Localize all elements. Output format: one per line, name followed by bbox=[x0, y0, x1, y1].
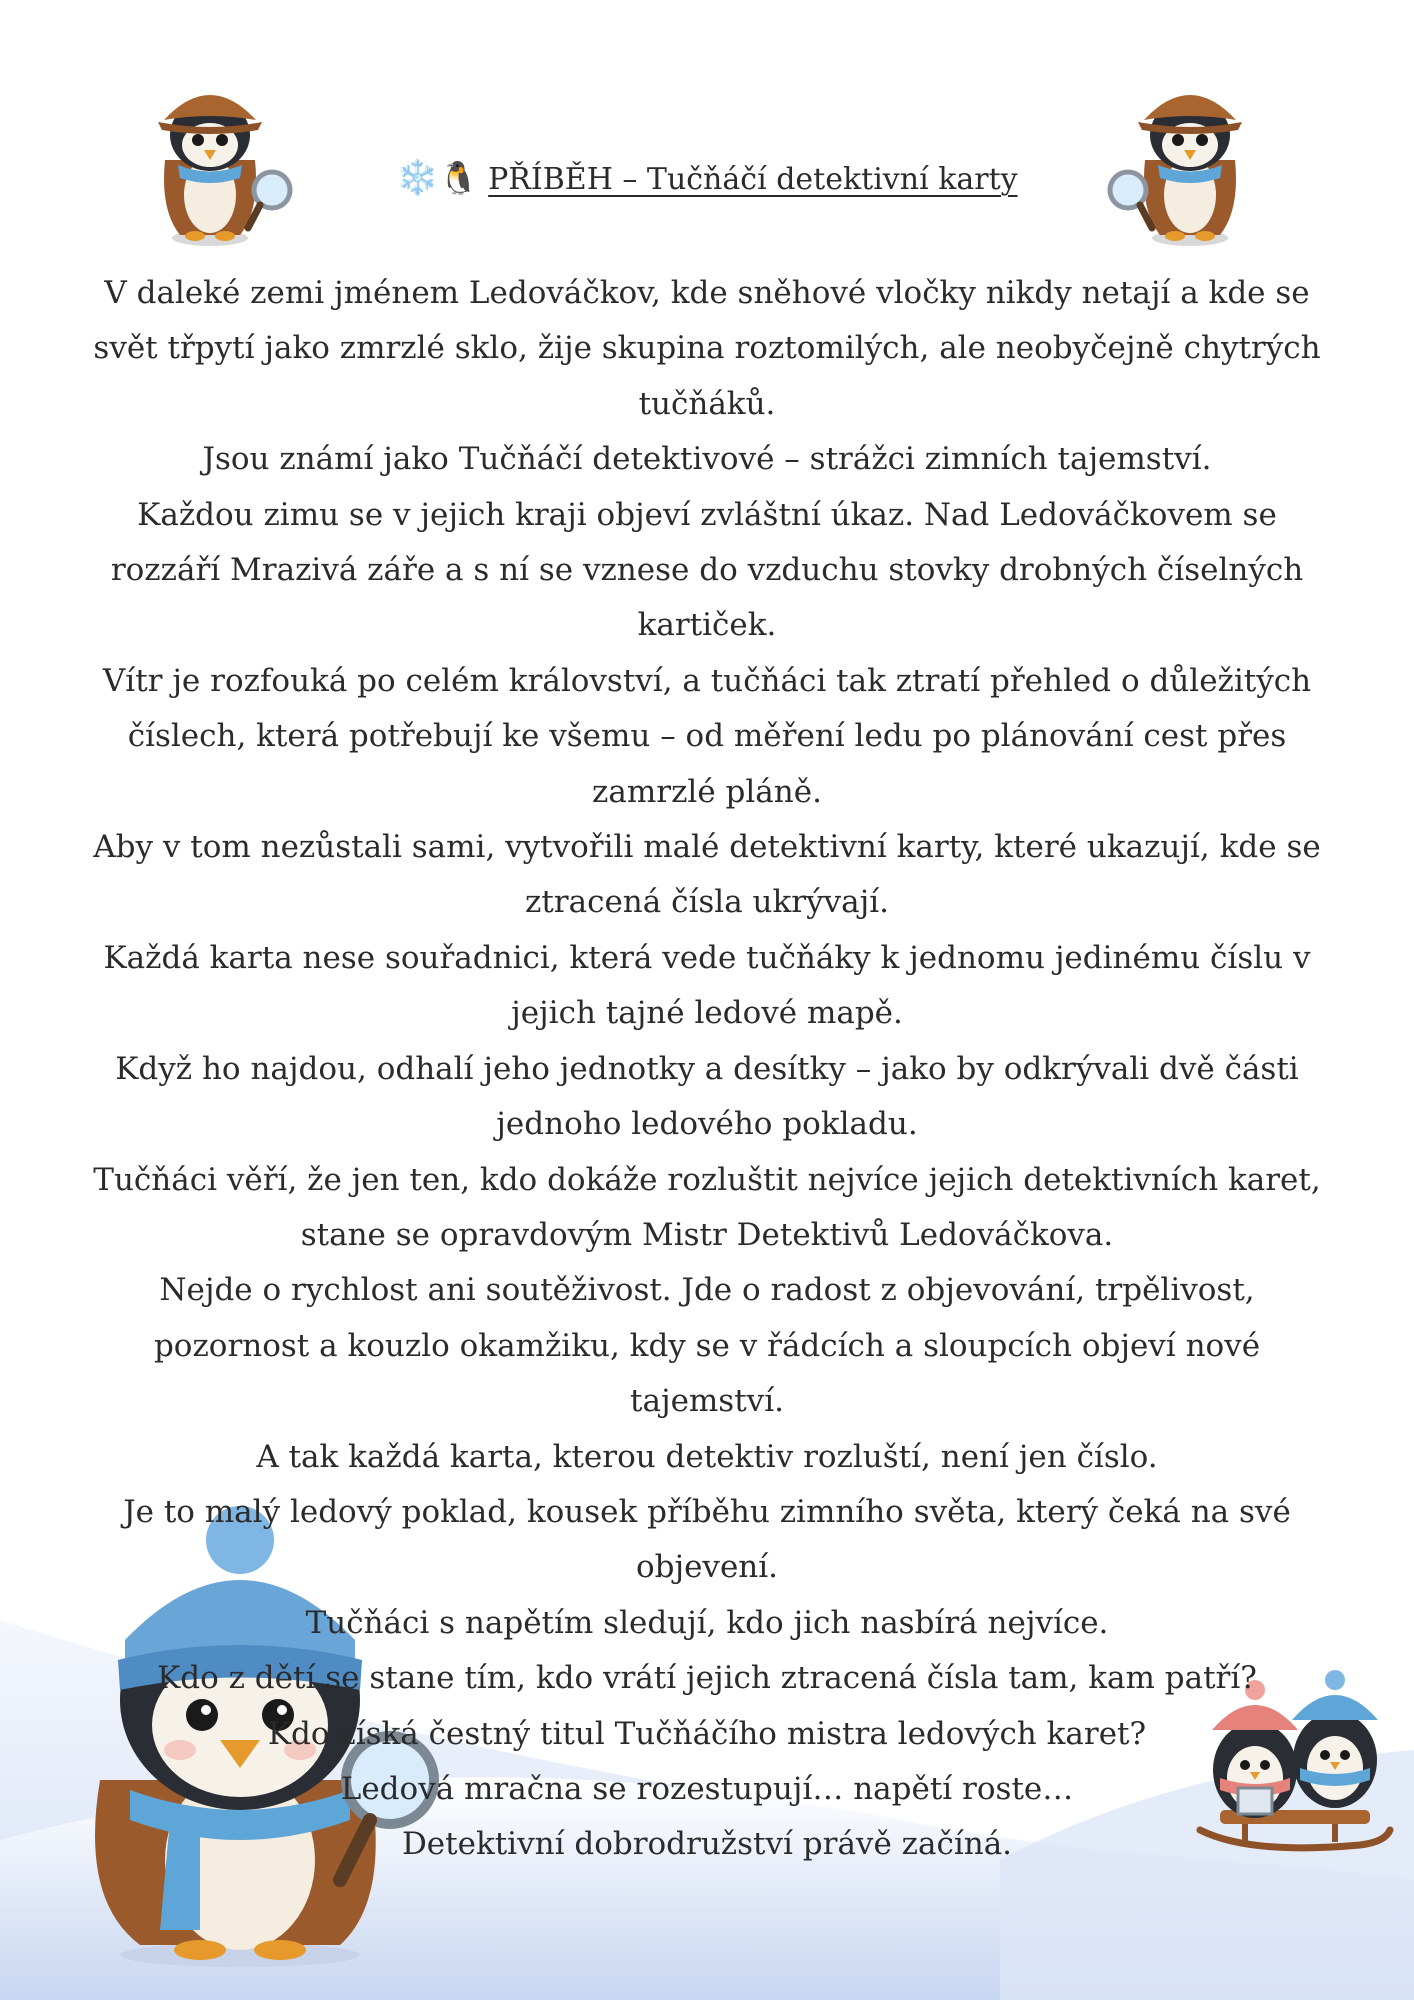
detective-penguin-icon bbox=[140, 60, 300, 250]
story-paragraph: Nejde o rychlost ani soutěživost. Jde o radost z objevování, trpělivost, pozornost a kouzlo okamžiku, kdy se v řádcích a sloupcích objeví nové tajemství. bbox=[153, 1272, 1261, 1420]
story-text bbox=[80, 266, 1334, 1873]
title-text: PŘÍBĚH – Tučňáčí detektivní karty bbox=[488, 162, 1018, 197]
story-paragraph: A tak každá karta, kterou detektiv rozluští, není jen číslo. bbox=[256, 1438, 1158, 1475]
story-paragraph: Tučňáci s napětím sledují, kdo jich nasbírá nejvíce. bbox=[305, 1604, 1109, 1641]
story-paragraph: Tučňáci věří, že jen ten, kdo dokáže rozluštit nejvíce jejich detektivních karet, stane se opravdovým Mistr Detektivů Ledováčkova. bbox=[93, 1161, 1321, 1253]
story-paragraph: Vítr je rozfouká po celém království, a tučňáci tak ztratí přehled o důležitých číslech, která potřebují ke všemu – od měření ledu po plánování cest přes zamrzlé pláně. bbox=[102, 662, 1312, 810]
detective-penguin-icon bbox=[1100, 60, 1260, 250]
story-paragraph: Když ho najdou, odhalí jeho jednotky a desítky – jako by odkrývali dvě části jednoho ledového pokladu. bbox=[115, 1050, 1299, 1143]
penguin-icon: 🐧 bbox=[438, 159, 479, 197]
story-paragraph: V daleké zemi jménem Ledováčkov, kde sněhové vločky nikdy netají a kde se svět třpytí jako zmrzlé sklo, žije skupina roztomilých, ale neobyčejně chytrých tučňáků. bbox=[93, 275, 1321, 422]
story-paragraph: Jsou známí jako Tučňáčí detektivové – strážci zimních tajemství. bbox=[202, 441, 1212, 478]
story-paragraph: Ledová mračna se rozestupují… napětí roste… bbox=[340, 1770, 1074, 1807]
page-title bbox=[0, 158, 1414, 198]
snowflake-icon: ❄️ bbox=[396, 158, 439, 198]
story-paragraph: Kdo z dětí se stane tím, kdo vrátí jejich ztracená čísla tam, kam patří? bbox=[157, 1660, 1257, 1697]
story-paragraph: Kdo získá čestný titul Tučňáčího mistra ledových karet? bbox=[267, 1715, 1147, 1752]
story-paragraph: Každá karta nese souřadnici, která vede tučňáky k jednomu jedinému číslu v jejich tajné ledové mapě. bbox=[103, 939, 1311, 1032]
story-paragraph: Aby v tom nezůstali sami, vytvořili malé detektivní karty, které ukazují, kde se ztracená čísla ukrývají. bbox=[93, 829, 1321, 921]
story-paragraph: Je to malý ledový poklad, kousek příběhu zimního světa, který čeká na své objevení. bbox=[123, 1493, 1291, 1586]
story-paragraph: Detektivní dobrodružství právě začíná. bbox=[401, 1826, 1013, 1863]
story-paragraph: Každou zimu se v jejich kraji objeví zvláštní úkaz. Nad Ledováčkovem se rozzáří Mrazivá záře a s ní se vznese do vzduchu stovky drobných číselných kartiček. bbox=[110, 496, 1304, 644]
